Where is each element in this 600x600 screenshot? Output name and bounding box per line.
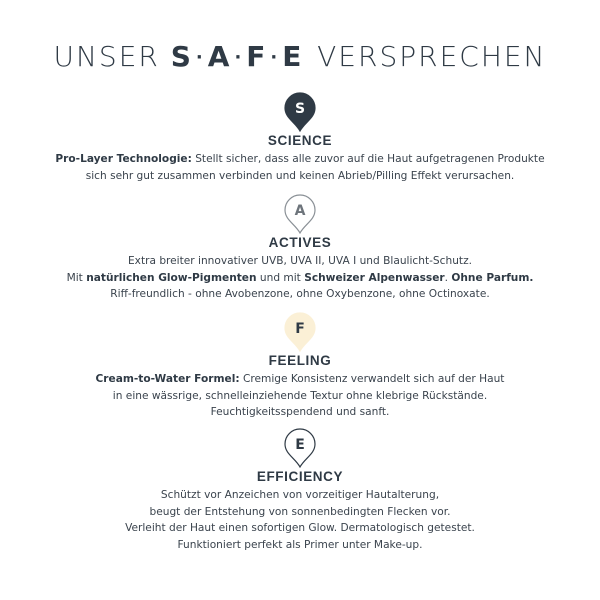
text-line xyxy=(0,270,600,287)
text-run: Mit xyxy=(66,271,87,284)
pin-icon-f xyxy=(283,312,317,352)
acronym-dot: · xyxy=(195,47,206,68)
bold-text: Cream-to-Water Formel: xyxy=(95,373,240,385)
pin-letter: E xyxy=(295,437,305,453)
pin-letter: A xyxy=(294,203,306,219)
bold-text: natürlichen Glow-Pigmenten xyxy=(86,271,257,284)
acronym-letter-s: S xyxy=(170,40,194,73)
acronym-letter-a: A xyxy=(207,40,233,73)
acronym-letter-f: F xyxy=(246,40,269,73)
bold-text: Pro-Layer Technologie: xyxy=(55,153,192,165)
text-run: Schützt vor Anzeichen von vorzeitiger Hautalterung, xyxy=(160,489,440,501)
pin-letter: F xyxy=(295,321,305,337)
section-feeling xyxy=(0,312,600,421)
bold-text: Schweizer Alpenwasser xyxy=(304,271,445,284)
text-line xyxy=(0,371,600,388)
pin-letter: S xyxy=(294,101,306,117)
text-line xyxy=(0,404,600,421)
section-text xyxy=(0,487,600,553)
section-heading: SCIENCE xyxy=(267,133,333,148)
text-run: . xyxy=(444,271,452,284)
section-heading: FEELING xyxy=(268,353,332,368)
text-line xyxy=(0,388,600,405)
text-line xyxy=(0,537,600,554)
section-heading: EFFICIENCY xyxy=(256,469,344,484)
page-title xyxy=(0,40,600,73)
text-run: Riff-freundlich - ohne Avobenzone, ohne Oxybenzone, ohne Octinoxate. xyxy=(110,288,490,300)
pin-icon-a xyxy=(283,194,317,234)
text-run: Feuchtigkeitsspendend und sanft. xyxy=(210,406,390,418)
text-run: Stellt sicher, dass alle zuvor auf die Haut aufgetragenen Produkte xyxy=(191,153,545,165)
text-run: beugt der Entstehung von sonnenbedingten Flecken vor. xyxy=(149,505,451,518)
section-efficiency xyxy=(0,428,600,553)
text-run: sich sehr gut zusammen verbinden und keinen Abrieb/Pilling Effekt verursachen. xyxy=(85,169,515,182)
text-run: und mit xyxy=(256,271,305,284)
text-line xyxy=(0,504,600,521)
section-heading: ACTIVES xyxy=(268,235,332,250)
text-line xyxy=(0,168,600,185)
text-line xyxy=(0,253,600,270)
text-run: in eine wässrige, schnelleinziehende Textur ohne klebrige Rückstände. xyxy=(112,389,488,402)
section-science xyxy=(0,92,600,184)
acronym-letter-e: E xyxy=(282,40,305,73)
title-prefix: UNSER xyxy=(53,40,160,73)
text-run: Funktioniert perfekt als Primer unter Make-up. xyxy=(177,538,423,551)
title-suffix: VERSPRECHEN xyxy=(317,40,547,73)
section-actives xyxy=(0,194,600,303)
bold-text: Ohne Parfum. xyxy=(451,271,534,284)
section-text xyxy=(0,371,600,421)
text-line xyxy=(0,286,600,303)
section-text xyxy=(0,253,600,303)
text-line xyxy=(0,487,600,504)
text-line xyxy=(0,151,600,168)
text-run: Extra breiter innovativer UVB, UVA II, UVA I und Blaulicht-Schutz. xyxy=(127,255,472,267)
acronym-dot: · xyxy=(270,47,281,68)
acronym-dot: · xyxy=(234,47,245,68)
text-run: Verleiht der Haut einen sofortigen Glow. Dermatologisch getestet. xyxy=(125,522,475,534)
pin-icon-s xyxy=(283,92,317,132)
text-line xyxy=(0,520,600,537)
pin-icon-e xyxy=(283,428,317,468)
text-run: Cremige Konsistenz verwandelt sich auf der Haut xyxy=(239,373,505,385)
safe-acronym xyxy=(171,40,317,73)
section-text xyxy=(0,151,600,184)
